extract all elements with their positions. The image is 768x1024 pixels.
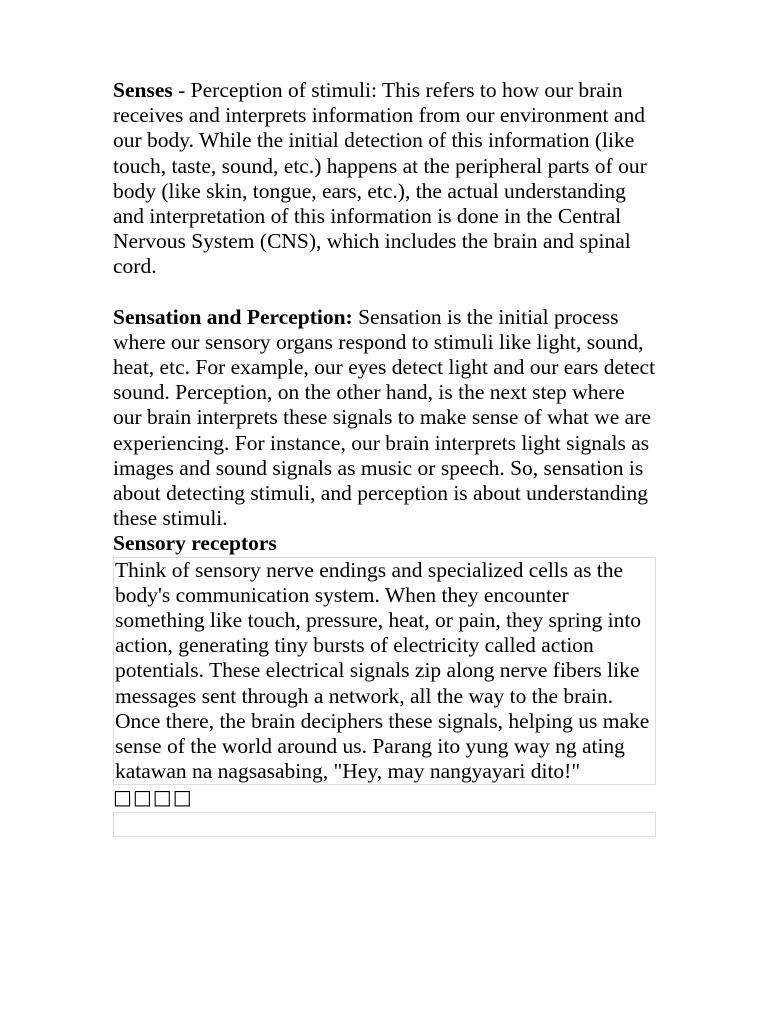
document-page <box>113 78 658 837</box>
senses-separator: - <box>172 78 191 102</box>
empty-text-box <box>113 812 656 837</box>
senses-heading: Senses <box>113 78 173 102</box>
missing-glyphs: □□□□ <box>113 785 193 810</box>
sensation-heading: Sensation and Perception: <box>113 304 353 329</box>
receptors-body: Think of sensory nerve endings and specialized cells as the body's communication system. When they encounter something like touch, pressure, heat, or pain, they spring into action, generating tiny bursts of electricity called action potentials. These electrical signals zip along nerve fibers like messages sent through a network, all the way to the brain. Once there, the brain deciphers these signals, helping us make sense of the world around us. Parang ito yung way ng ating katawan na nagsasabing, "Hey, may nangyayari dito!" <box>115 557 650 784</box>
sensation-body: Sensation is the initial process where our sensory organs respond to stimuli like light, sound, heat, etc. For example, our eyes detect light and our ears detect sound. Perception, on the other hand, is the next step where our brain interprets these signals to make sense of what we are experiencing. For instance, our brain interprets light signals as images and sound signals as music or speech. So, sensation is about detecting stimuli, and perception is about understanding these stimuli. <box>113 304 656 531</box>
senses-paragraph <box>113 78 658 280</box>
senses-body: Perception of stimuli: This refers to how our brain receives and interprets information from our environment and our body. While the initial detection of this information (like touch, taste, sound, etc.) happens at the peripheral parts of our body (like skin, tongue, ears, etc.), the actual understanding and interpretation of this information is done in the Central Nervous System (CNS), which includes the brain and spinal cord. <box>113 78 647 279</box>
receptors-text-box <box>113 557 656 786</box>
receptors-heading: Sensory receptors <box>113 531 277 556</box>
sensation-paragraph <box>113 305 658 532</box>
paragraph-gap <box>113 280 658 305</box>
